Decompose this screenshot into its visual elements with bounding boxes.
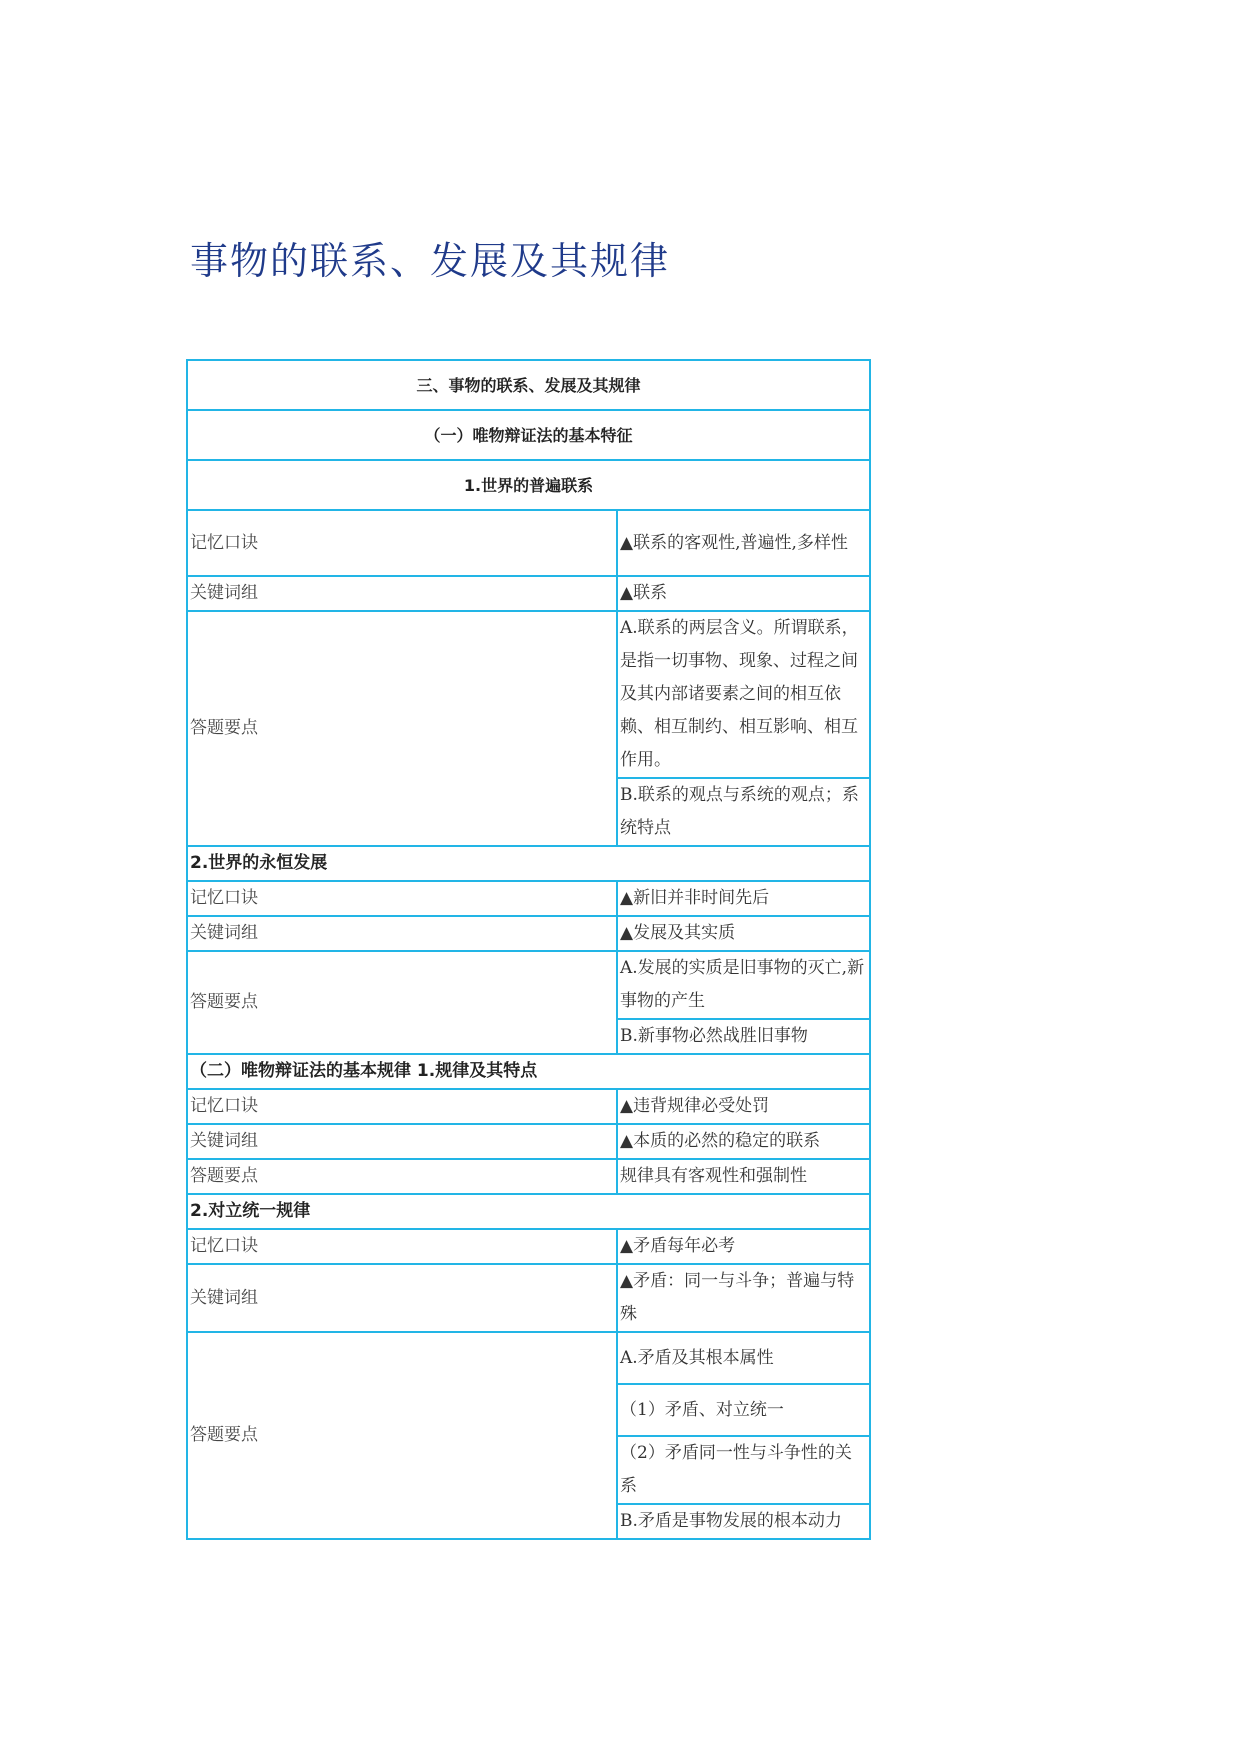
- answer-subpoint-1: （1）矛盾、对立统一: [617, 1384, 870, 1436]
- keyword-label: 关键词组: [187, 1124, 617, 1159]
- keyword-value: ▲发展及其实质: [617, 916, 870, 951]
- answer-point-a: A.矛盾及其根本属性: [617, 1332, 870, 1384]
- keyword-label: 关键词组: [187, 1264, 617, 1332]
- memory-value: ▲联系的客观性,普遍性,多样性: [617, 510, 870, 576]
- memory-value: ▲新旧并非时间先后: [617, 881, 870, 916]
- answer-point-a: A.发展的实质是旧事物的灭亡,新事物的产生: [617, 951, 870, 1019]
- keyword-value: ▲矛盾：同一与斗争；普遍与特殊: [617, 1264, 870, 1332]
- table-header-main: 三、事物的联系、发展及其规律: [187, 360, 870, 410]
- answer-point-b: B.联系的观点与系统的观点；系统特点: [617, 778, 870, 846]
- memory-value: ▲矛盾每年必考: [617, 1229, 870, 1264]
- answer-point-b: B.矛盾是事物发展的根本动力: [617, 1504, 870, 1539]
- table-header-topic: 1.世界的普遍联系: [187, 460, 870, 510]
- answer-label: 答题要点: [187, 951, 617, 1054]
- answer-label: 答题要点: [187, 611, 617, 846]
- memory-value: ▲违背规律必受处罚: [617, 1089, 870, 1124]
- memory-label: 记忆口诀: [187, 1229, 617, 1264]
- section-heading: （二）唯物辩证法的基本规律 1.规律及其特点: [187, 1054, 870, 1089]
- memory-label: 记忆口诀: [187, 881, 617, 916]
- keyword-value: ▲联系: [617, 576, 870, 611]
- memory-label: 记忆口诀: [187, 1089, 617, 1124]
- answer-label: 答题要点: [187, 1332, 617, 1539]
- answer-point-b: B.新事物必然战胜旧事物: [617, 1019, 870, 1054]
- answer-value: 规律具有客观性和强制性: [617, 1159, 870, 1194]
- answer-point-a: A.联系的两层含义。所谓联系，是指一切事物、现象、过程之间及其内部诸要素之间的相互依赖、相互制约、相互影响、相互作用。: [617, 611, 870, 778]
- keyword-label: 关键词组: [187, 916, 617, 951]
- page-title: 事物的联系、发展及其规律: [190, 239, 671, 283]
- section-heading: 2.世界的永恒发展: [187, 846, 870, 881]
- table-header-sub: （一）唯物辩证法的基本特征: [187, 410, 870, 460]
- keyword-value: ▲本质的必然的稳定的联系: [617, 1124, 870, 1159]
- memory-label: 记忆口诀: [187, 510, 617, 576]
- summary-table: [186, 359, 871, 1540]
- answer-subpoint-2: （2）矛盾同一性与斗争性的关系: [617, 1436, 870, 1504]
- answer-label: 答题要点: [187, 1159, 617, 1194]
- section-heading: 2.对立统一规律: [187, 1194, 870, 1229]
- keyword-label: 关键词组: [187, 576, 617, 611]
